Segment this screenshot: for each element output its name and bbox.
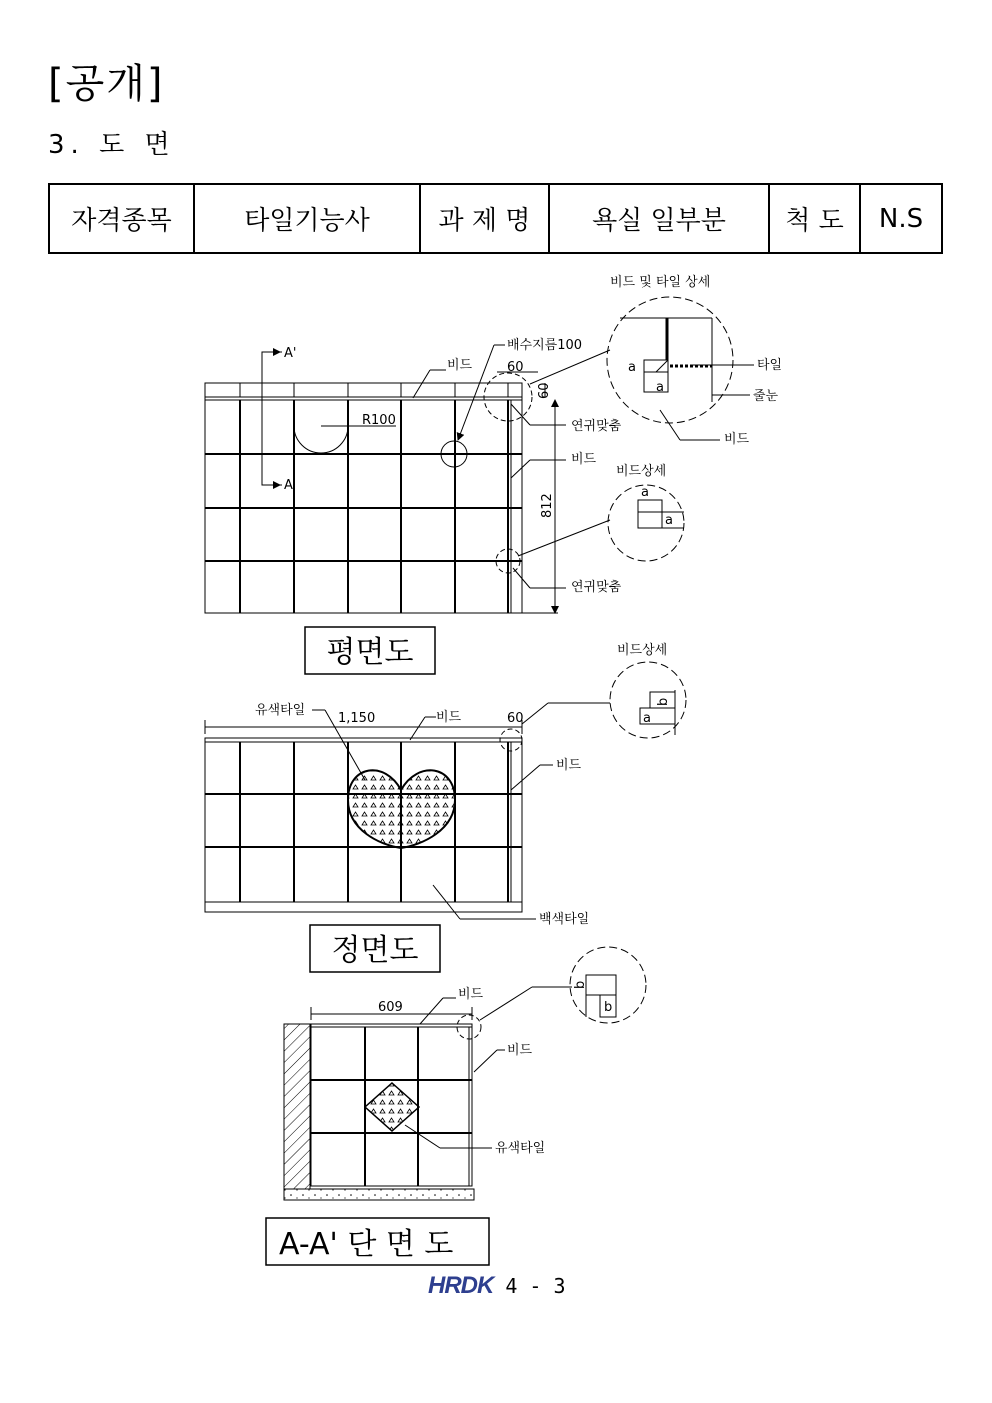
front-view xyxy=(205,662,686,919)
plan-labels xyxy=(284,274,782,595)
section-labels xyxy=(378,981,612,1156)
plan-radius-label: R100 xyxy=(362,413,396,428)
task-label: 과 제 명 xyxy=(420,184,549,253)
section-dim-609: 609 xyxy=(378,1000,403,1015)
front-title: 정면도 xyxy=(331,933,419,968)
detail1-joint-label: 줄눈 xyxy=(753,389,779,404)
front-detail-title: 비드상세 xyxy=(617,643,668,658)
plan-a-label: A xyxy=(284,478,293,493)
front-white-tile-label: 백색타일 xyxy=(539,912,590,927)
plan-view xyxy=(205,297,754,613)
detail1-a-v: a xyxy=(628,360,636,375)
scale-label: 척 도 xyxy=(769,184,860,253)
detail1-a-h: a xyxy=(656,380,664,395)
task-value: 욕실 일부분 xyxy=(549,184,769,253)
plan-dim-812: 812 xyxy=(540,493,555,518)
section-title: A-A' 단 면 도 xyxy=(279,1227,454,1262)
plan-bead-label-2: 비드 xyxy=(571,452,597,467)
front-detail-a: a xyxy=(643,711,651,726)
section-bead-label: 비드 xyxy=(458,987,484,1002)
page-number: 4 - 3 xyxy=(505,1274,566,1298)
detail2-a-h: a xyxy=(641,485,649,500)
detail2-title: 비드상세 xyxy=(616,464,667,479)
footer xyxy=(428,1272,566,1300)
qual-value: 타일기능사 xyxy=(194,184,420,253)
front-bead-label-2: 비드 xyxy=(556,758,582,773)
front-bead-label: 비드 xyxy=(436,710,462,725)
section-detail-b-h: b xyxy=(604,1000,613,1015)
plan-corner-join-label-1: 연귀맞춤 xyxy=(571,419,622,434)
plan-title: 평면도 xyxy=(326,635,414,670)
section-bead-label-2: 비드 xyxy=(507,1043,533,1058)
front-colored-tile-label: 유색타일 xyxy=(255,703,306,718)
plan-dim-60-h: 60 xyxy=(507,360,524,375)
front-labels xyxy=(255,642,671,927)
qual-label: 자격종목 xyxy=(49,184,194,253)
section-detail-b-v: b xyxy=(573,980,588,989)
front-title-box xyxy=(310,925,440,972)
classification-title: [공개] xyxy=(48,61,165,107)
front-dim-60: 60 xyxy=(507,711,524,726)
detail1-bead-label: 비드 xyxy=(724,432,750,447)
section-heading: 3. 도 면 xyxy=(48,130,176,160)
scale-value: N.S xyxy=(860,184,942,253)
detail1-tile-label: 타일 xyxy=(757,358,783,373)
plan-drain-label: 배수지름100 xyxy=(507,338,583,353)
plan-bead-label: 비드 xyxy=(447,358,473,373)
plan-corner-join-label-2: 연귀맞춤 xyxy=(571,580,622,595)
section-title-box xyxy=(266,1218,489,1265)
detail2-a-v: a xyxy=(665,513,673,528)
plan-dim-60-v: 60 xyxy=(537,382,552,399)
section-view xyxy=(284,947,646,1200)
front-dim-1150: 1,150 xyxy=(338,711,376,726)
hrdk-logo: HRDK xyxy=(428,1272,494,1299)
detail1-title: 비드 및 타일 상세 xyxy=(610,275,711,290)
plan-title-box xyxy=(305,627,435,674)
front-detail-b: b xyxy=(656,697,671,706)
plan-a-prime-label: A' xyxy=(284,346,297,361)
section-colored-tile-label: 유색타일 xyxy=(495,1141,546,1156)
